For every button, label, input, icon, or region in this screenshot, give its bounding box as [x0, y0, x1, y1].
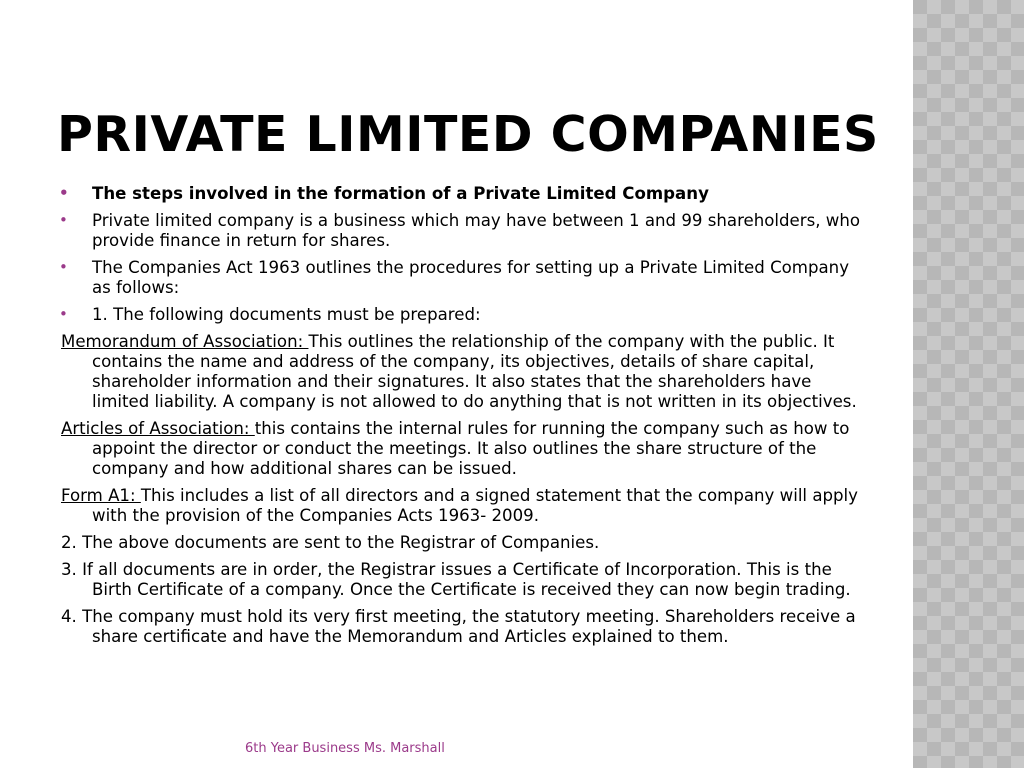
- memorandum-label: Memorandum of Association:: [61, 332, 309, 351]
- step-item: 2. The above documents are sent to the Registrar of Companies.: [61, 533, 600, 552]
- memorandum-paragraph: [61, 332, 861, 412]
- bullet-dot-icon: •: [59, 305, 68, 323]
- step-item: 4. The company must hold its very first meeting, the statutory meeting. Shareholders receive a share certificate and have the Memorandum and Articles explained to them.: [61, 607, 856, 646]
- bullet-item: [61, 184, 861, 204]
- step-item: 3. If all documents are in order, the Registrar issues a Certificate of Incorporation. This is the Birth Certificate of a company. Once the Certificate is received they can now begin trading.: [61, 560, 851, 599]
- bullet-item: [61, 305, 861, 325]
- articles-text: this contains the internal rules for running the company such as how to appoint the director or conduct the meetings. It also outlines the share structure of the company and how additional shares can be issued.: [92, 419, 850, 478]
- articles-label: Articles of Association:: [61, 419, 255, 438]
- form-a1-text: This includes a list of all directors and a signed statement that the company will apply with the provision of the Companies Acts 1963- 2009.: [92, 486, 858, 525]
- slide-footer: 6th Year Business Ms. Marshall: [245, 741, 445, 756]
- bullet-text: Private limited company is a business which may have between 1 and 99 shareholders, who provide finance in return for shares.: [92, 211, 861, 250]
- form-a1-label: Form A1:: [61, 486, 141, 505]
- bullet-text: The steps involved in the formation of a Private Limited Company: [92, 184, 709, 203]
- memorandum-text: This outlines the relationship of the company with the public. It contains the name and address of the company, its objectives, details of share capital, shareholder information and their signatures. It also states that the shareholders have limited liability. A company is not allowed to do anything that is not written in its objectives.: [92, 332, 857, 411]
- bullet-text: 1. The following documents must be prepared:: [92, 305, 481, 324]
- bullet-dot-icon: •: [59, 211, 68, 229]
- slide-body: [61, 184, 861, 654]
- bullet-item: [61, 211, 861, 251]
- bullet-dot-icon: •: [59, 184, 69, 202]
- bullet-text: The Companies Act 1963 outlines the procedures for setting up a Private Limited Company as follows:: [92, 258, 850, 297]
- bullet-dot-icon: •: [59, 258, 68, 276]
- articles-paragraph: [61, 419, 861, 479]
- form-a1-paragraph: [61, 486, 861, 526]
- bullet-item: [61, 258, 861, 298]
- slide-title: PRIVATE LIMITED COMPANIES: [57, 106, 879, 163]
- decorative-side-pattern: [913, 0, 1024, 768]
